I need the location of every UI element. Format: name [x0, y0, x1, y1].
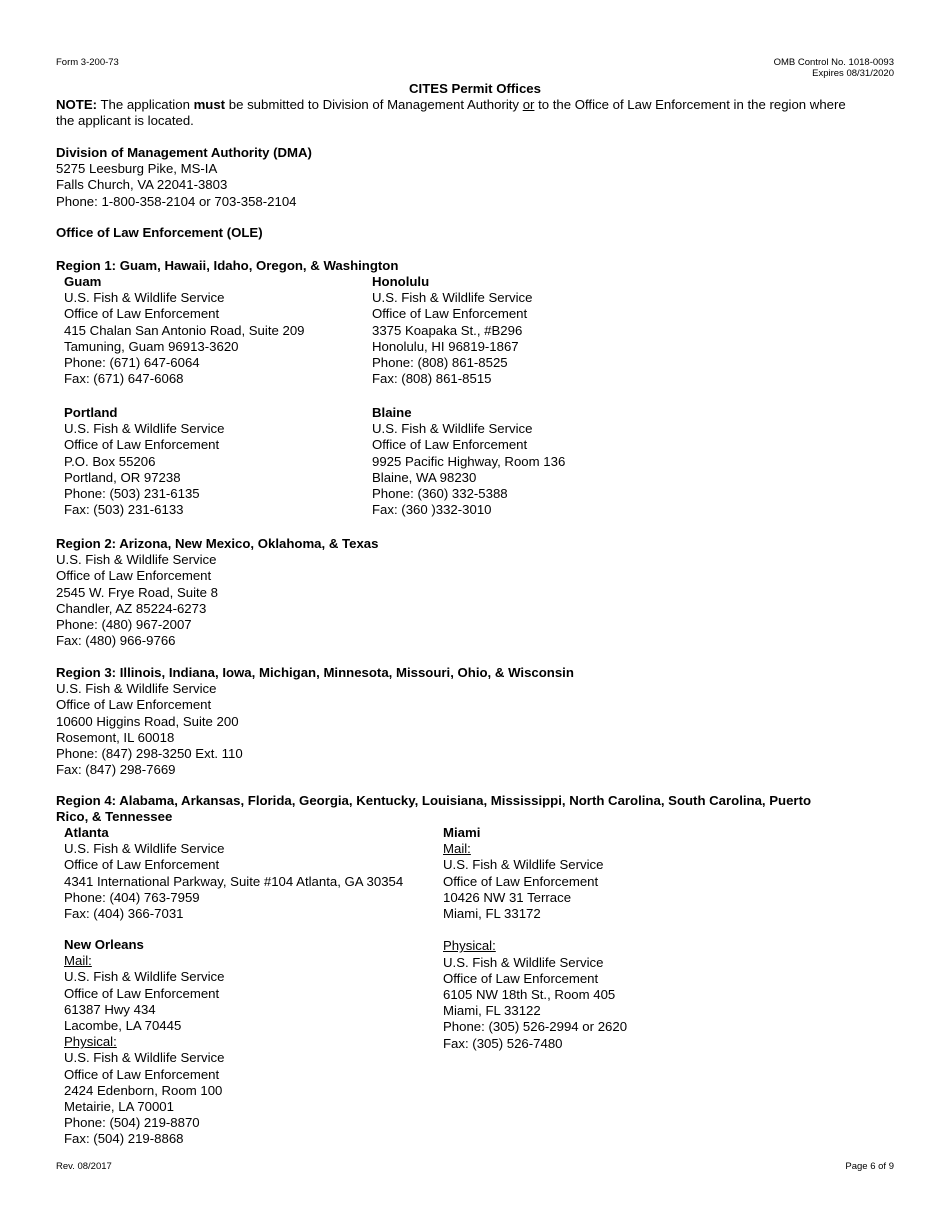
region1-heading: Region 1: Guam, Hawaii, Idaho, Oregon, & Washington [56, 258, 399, 273]
dma-heading: Division of Management Authority (DMA) [56, 145, 312, 160]
revision-date: Rev. 08/2017 [56, 1161, 112, 1172]
ole-heading: Office of Law Enforcement (OLE) [56, 225, 263, 240]
note-label: NOTE: [56, 97, 98, 112]
note-emphasis-or: or [522, 97, 535, 112]
miami-mail-label: Mail: [443, 841, 471, 857]
office-guam: Guam U.S. Fish & Wildlife Service Office of Law Enforcement 415 Chalan San Antonio Road, Suite 209 Tamuning, Guam 96913-3620 Phone: (671) 647-6064 Fax: (671) 647-6068 [64, 274, 305, 387]
region3-section: Region 3: Illinois, Indiana, Iowa, Michigan, Minnesota, Missouri, Ohio, & Wisconsin U.S. Fish & Wildlife Service Office of Law Enforcement 10600 Higgins Road, Suite 200 Rosemont, IL 60018 Phone: (847) 298-3250 Ext. 110 Fax: (847) 298-7669 [56, 665, 574, 778]
dma-section: Division of Management Authority (DMA) 5275 Leesburg Pike, MS-IA Falls Church, VA 22041-3803 Phone: 1-800-358-2104 or 703-358-2104 [56, 145, 312, 209]
office-portland: Portland U.S. Fish & Wildlife Service Office of Law Enforcement P.O. Box 55206 Portland, OR 97238 Phone: (503) 231-6135 Fax: (503) 231-6133 [64, 405, 225, 518]
page-number: Page 6 of 9 [845, 1161, 894, 1172]
miami-physical-label: Physical: [443, 938, 496, 954]
region2-section: Region 2: Arizona, New Mexico, Oklahoma, & Texas U.S. Fish & Wildlife Service Office of Law Enforcement 2545 W. Frye Road, Suite 8 Chandler, AZ 85224-6273 Phone: (480) 967-2007 Fax: (480) 966-9766 [56, 536, 379, 649]
office-miami: Miami Mail: U.S. Fish & Wildlife Service Office of Law Enforcement 10426 NW 31 Terrace Miami, FL 33172 Physical: U.S. Fish & Wildlife Service Office of Law Enforcement 6105 NW 18th St., Room 405 Miami, FL 33122 Phone: (305) 526-2994 or 2620 Fax: (305) 526-7480 [443, 825, 628, 1051]
omb-control: OMB Control No. 1018-0093 [773, 57, 894, 68]
office-new-orleans: New Orleans Mail: U.S. Fish & Wildlife Service Office of Law Enforcement 61387 Hwy 434 Lacombe, LA 70445 Physical: U.S. Fish & Wildlife Service Office of Law Enforcement 2424 Edenborn, Room 100 Metairie, LA 70001 Phone: (504) 219-8870 Fax: (504) 219-8868 [64, 937, 225, 1147]
office-blaine: Blaine U.S. Fish & Wildlife Service Office of Law Enforcement 9925 Pacific Highway, Room 136 Blaine, WA 98230 Phone: (360) 332-5388 Fax: (360 )332-3010 [372, 405, 566, 518]
form-number: Form 3-200-73 [56, 57, 119, 68]
expires-date: Expires 08/31/2020 [812, 68, 894, 79]
region2-heading: Region 2: Arizona, New Mexico, Oklahoma, & Texas [56, 536, 379, 551]
office-atlanta: Atlanta U.S. Fish & Wildlife Service Office of Law Enforcement 4341 International Parkway, Suite #104 Atlanta, GA 30354 Phone: (404) 763-7959 Fax: (404) 366-7031 [64, 825, 404, 922]
omb-block [774, 57, 894, 79]
note-paragraph: NOTE: The application must be submitted to Division of Management Authority or to the Office of Law Enforcement in the region where the applicant is located. [56, 97, 846, 129]
page-title: CITES Permit Offices [409, 81, 541, 96]
region4-heading: Region 4: Alabama, Arkansas, Florida, Georgia, Kentucky, Louisiana, Mississippi, North Carolina, South Carolina, Puerto Rico, & Tennessee [56, 793, 812, 825]
region3-heading: Region 3: Illinois, Indiana, Iowa, Michigan, Minnesota, Missouri, Ohio, & Wisconsin [56, 665, 574, 680]
new-orleans-mail-label: Mail: [64, 953, 92, 969]
new-orleans-physical-label: Physical: [64, 1034, 117, 1050]
note-emphasis-must: must [193, 97, 226, 112]
office-honolulu: Honolulu U.S. Fish & Wildlife Service Office of Law Enforcement 3375 Koapaka St., #B296 Honolulu, HI 96819-1867 Phone: (808) 861-8525 Fax: (808) 861-8515 [372, 274, 533, 387]
